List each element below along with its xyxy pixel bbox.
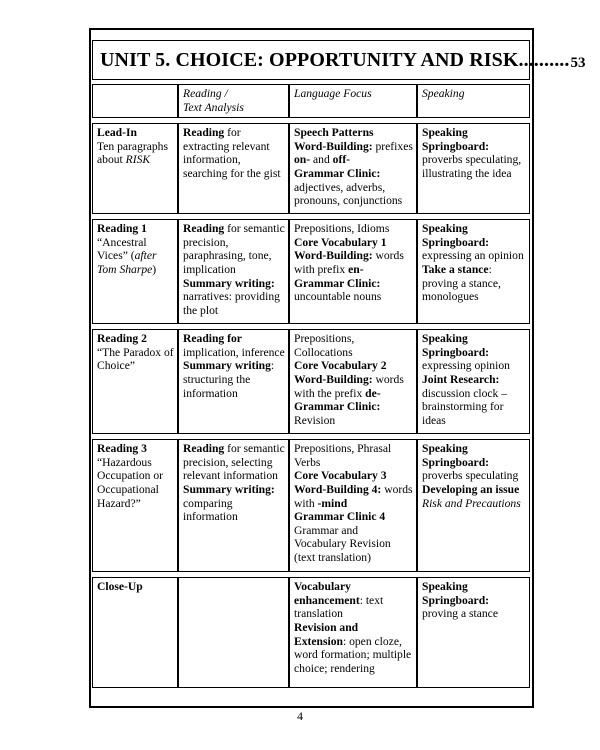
reading-cell <box>178 577 289 688</box>
table-row <box>92 439 530 572</box>
language-cell: Vocabulary enhancement: text translation Revision and Extension: open cloze, word formation; multiple choice; rendering <box>289 577 417 688</box>
reading-cell: Reading for implication, inference Summary writing: structuring the information <box>178 329 289 434</box>
language-cell: Prepositions, Collocations Core Vocabulary 2 Word-Building: words with the prefix de- Grammar Clinic: Revision <box>289 329 417 434</box>
speaking-cell: Speaking Springboard: proving a stance <box>417 577 530 688</box>
language-cell: Prepositions, Phrasal Verbs Core Vocabulary 3 Word-Building 4: words with -mind Grammar Clinic 4 Grammar and Vocabulary Revision (text translation) <box>289 439 417 572</box>
speaking-cell: Speaking Springboard: expressing opinion Joint Research: discussion clock – brainstorming for ideas <box>417 329 530 434</box>
speaking-cell: Speaking Springboard: proverbs speculating, illustrating the idea <box>417 123 530 214</box>
table-row <box>92 219 530 324</box>
lesson-cell: Close-Up <box>92 577 178 688</box>
language-cell: Speech Patterns Word-Building: prefixes on- and off- Grammar Clinic: adjectives, adverbs, pronouns, conjunctions <box>289 123 417 214</box>
header-cell-speaking: Speaking <box>417 84 530 118</box>
header-cell-language: Language Focus <box>289 84 417 118</box>
lesson-cell: Reading 1 “Ancestral Vices” (after Tom Sharpe) <box>92 219 178 324</box>
table-row <box>92 329 530 434</box>
header-row <box>92 84 530 118</box>
speaking-cell: Speaking Springboard: expressing an opinion Take a stance: proving a stance, monologues <box>417 219 530 324</box>
syllabus-table <box>92 84 530 688</box>
header-cell-empty <box>92 84 178 118</box>
reading-cell: Reading for semantic precision, selecting relevant information Summary writing: comparing information <box>178 439 289 572</box>
table-row <box>92 577 530 688</box>
unit-title: UNIT 5. CHOICE: OPPORTUNITY AND RISK.......... <box>100 48 570 71</box>
lesson-cell: Reading 3 “Hazardous Occupation or Occupational Hazard?” <box>92 439 178 572</box>
header-cell-reading: Reading / Text Analysis <box>178 84 289 118</box>
unit-title-box <box>92 40 586 80</box>
lesson-cell: Lead-In Ten paragraphs about RISK <box>92 123 178 214</box>
unit-page-ref: 53 <box>570 54 586 71</box>
table-row <box>92 123 530 214</box>
lesson-cell: Reading 2 “The Paradox of Choice” <box>92 329 178 434</box>
page-number: 4 <box>297 709 303 723</box>
reading-cell: Reading for semantic precision, paraphrasing, tone, implication Summary writing: narratives: providing the plot <box>178 219 289 324</box>
reading-cell: Reading for extracting relevant information, searching for the gist <box>178 123 289 214</box>
language-cell: Prepositions, Idioms Core Vocabulary 1 Word-Building: words with prefix en- Grammar Clinic: uncountable nouns <box>289 219 417 324</box>
speaking-cell: Speaking Springboard: proverbs speculating Developing an issue Risk and Precautions <box>417 439 530 572</box>
